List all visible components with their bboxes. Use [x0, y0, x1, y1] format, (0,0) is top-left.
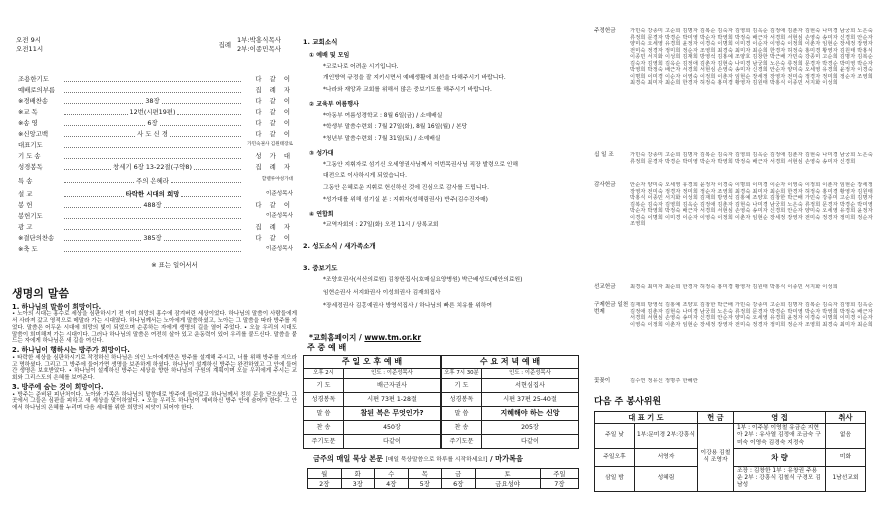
- next-week-table: [594, 411, 866, 491]
- order-label: 설 교: [18, 190, 33, 199]
- sermon-section-body: • 노아의 시대는 홍수로 세상을 심판하시기 전 이미 희망의 홍수에 잠겨버린 세상이었다. 하나님의 말씀이 사람들에게서 사라져 갔고 영적으로 메말라 가는 시대였다. 하나님께서는 노아에게 말씀하셨고, 노아는 그 말씀을 따라 방주를 지었다. 말씀은 어두운 시대에 희망의 빛이 되었으며 순종하는 자에게 생명의 길을 열어 주었다. • 오늘 우리의 시대도 말씀이 희미해져 가는 시대이다. 그러나 하나님의 말씀은 여전히 살아 있고 운동력이 있어 우리를 붙드신다. 말씀을 붙드는 자에게 하나님은 새 길을 여신다.: [12, 311, 297, 345]
- order-row: [18, 140, 293, 151]
- order-leader-dots: [171, 182, 241, 183]
- service-row: [304, 407, 441, 421]
- roster-row: [594, 302, 874, 372]
- order-leader-dots: [160, 125, 241, 126]
- order-row: [18, 222, 293, 233]
- wednesday-evening-service-table: [441, 355, 579, 449]
- order-row: [18, 151, 293, 162]
- roster-label: 주정헌금: [594, 28, 616, 34]
- order-leader: 할렐루야성가대: [261, 177, 293, 183]
- sermon-section-heading: 2. 하나님이 행하시는 방주가 희망이다.: [12, 346, 130, 355]
- weekday-cell: 수: [375, 469, 409, 479]
- order-leader: 집 례 자: [255, 223, 293, 232]
- order-row: [18, 244, 293, 255]
- next-week-meal: 1남선교회: [826, 466, 866, 491]
- order-row: [18, 118, 293, 129]
- next-week-service: 주일 낮: [595, 424, 635, 449]
- order-label: 봉헌기도: [18, 212, 43, 221]
- offering-roster: [594, 28, 874, 394]
- order-leader-dots: [162, 103, 241, 104]
- order-row: [18, 85, 293, 96]
- service-leader: 인도 : 이준성목사: [482, 369, 579, 379]
- sermon-section-body: • 타락한 세상을 심판하시기로 작정하신 하나님은 의인 노아에게만은 방주를 설계해 주시고, 너를 위해 방주를 지으라고 명하셨다. 그리고 그 방주에 들어가면 생명을 보존하게 하셨다. 하나님이 설계하신 방주는 완전하였고 그 안에 들어간 생명은 보호받았다. • 하나님이 설계하신 방주는 세상을 향한 하나님의 구원의 계획이며 오늘 우리에게 주시는 교회와 그리스도의 은혜를 보여준다.: [12, 354, 297, 382]
- news-number: ④: [309, 210, 315, 218]
- service-row: [442, 421, 579, 435]
- weekday-cell: 주일: [540, 469, 578, 479]
- service-row: [304, 379, 441, 393]
- next-week-prayer: 1부:문미경 2부:강흥식: [635, 424, 698, 449]
- next-week-header-row: [595, 412, 866, 424]
- weekday-cell: 월: [308, 469, 342, 479]
- order-leader: 다 같 이: [255, 108, 294, 117]
- news-item: 개인방역 규정을 잘 지키시면서 예배생활에 최선을 다해주시기 바랍니다.: [323, 75, 506, 82]
- order-leader: 이준성목사: [265, 245, 293, 252]
- next-week-vehicle: 조장 : 김창한 1부 : 유창권 주용운 2부 : 강흥식 김철식 구경모 김남성: [733, 466, 825, 491]
- order-row: [18, 189, 293, 200]
- service-part: 성경봉독: [442, 393, 482, 407]
- roster-label: 구제헌금 일천번제: [594, 302, 629, 315]
- weekly-devotion-heading: 금주의 매일 묵상 본문: [313, 454, 383, 464]
- news-subtitle: 교육부 여름행사: [316, 101, 359, 109]
- prayer-item: *조양호권사(서산의료원) 김창한집사(호매실요양병원) 박근배성도(태안의료원): [323, 277, 523, 284]
- service-leaders: [218, 36, 281, 54]
- order-content: 488장: [143, 201, 162, 210]
- order-row: [18, 74, 293, 85]
- service-value: 다같이: [482, 435, 579, 449]
- chapter-cell: 7장: [540, 479, 578, 489]
- roster-names: 가민숙 강종미 고순희 김명자 김복순 김숙자 김영희 김옥순 김정애 김춘자 김현숙 나미경 남궁희 노은숙 류정희 문경자 박경순 박미영 박순자 박영희 박정숙 배근자 서경희 서현심 손영숙 송미자 신경희 안순자 양미숙 오세영 유경희 윤정자 이경숙 이명희 이미경 이순자 이영숙 이정희 이춘자 임현순 장세정 장영자 전미숙 정경자 정미희 정순자 조영희 최경숙 최미자 최순희 한경자 허정숙 홍미경 황영자 김원태 박홍식 이종민 서지화 이성희 김재희 방영석 김홍예 조양호 김창한 박근배 가민숙 강종미 고순희 김명자 김복순 김숙자 김영희 김옥순 김정애 김춘자 김현숙 나미경 남궁희 노은숙 류정희 문경자 박경순 박미영 박순자 박영희 박정숙 배근자 서경희 서현심 손영숙 송미자 신경희 안순자 양미숙 오세영 유경희 윤정자 이경숙 이명희 이미경 이순자 이영숙 이정희 이춘자 임현순 장세정 장영자 전미숙 정경자 정미희 정순자 조영희 최경숙 최미자 최순희 한경자 허정숙 홍미경 황영자 김원태 박홍식 이종민 서지화 이성희: [630, 28, 873, 86]
- next-week-header: 대 표 기 도: [595, 412, 698, 424]
- next-week-header: 영 접: [733, 412, 825, 424]
- service-part: 찬 송: [442, 421, 482, 435]
- sermon-section-body: • 방주는 준비된 피난처이다. 노아와 가족은 하나님의 말씀대로 방주에 들어갔고 하나님께서 친히 문을 닫으셨다. 그곳에서 그들은 심판을 피하고 새 세상을 맞이하였다. • 오늘 우리도 하나님이 예비하신 방주 안에 숨어야 한다. 그 안에서 하나님의 은혜를 누리며 다음 세대를 위한 희망의 씨앗이 되어야 한다.: [12, 391, 297, 412]
- order-leader: 집 례 자: [255, 86, 293, 95]
- chapter-cell: 금요성야: [475, 479, 540, 489]
- roster-label: 선교헌금: [594, 284, 616, 290]
- order-content: 창세기 6장 13-22절(구약8): [113, 163, 192, 172]
- news-subheading: [309, 101, 586, 109]
- news-item: *학생부 말씀수련회 : 7월 27일(화), 8월 16일(월) / 본당: [323, 124, 468, 131]
- order-content: 6장: [147, 119, 158, 128]
- prayer-item: 임현순권사 서지화권사 이성희권사 김재희집사: [323, 290, 441, 297]
- order-leader-dots: [64, 158, 241, 159]
- order-leader-dots: [64, 125, 145, 126]
- order-label: ※결단의찬송: [18, 234, 55, 243]
- order-leader-dots: [64, 92, 241, 93]
- service-time-2: 오전11시: [16, 44, 44, 53]
- order-leader: 이준성목사: [265, 212, 293, 219]
- service-value: 시편 37편 25-40절: [482, 393, 579, 407]
- order-leader-dots: [64, 196, 124, 197]
- next-week-vehicle-header: 차 량: [733, 448, 825, 466]
- next-week-header: 헌 금: [697, 412, 733, 424]
- order-leader-dots: [64, 114, 128, 115]
- order-content: 타락한 시대의 희망: [125, 190, 180, 199]
- news-number: ①: [309, 52, 315, 60]
- order-label: 기 도 송: [18, 152, 41, 161]
- presider-2: 2부:이종민목사: [237, 44, 281, 53]
- news-subheading: [309, 52, 586, 60]
- service-time: 오후 7시 30분: [442, 369, 482, 379]
- order-leader-dots: [194, 169, 241, 170]
- weekly-chapters-row: [308, 479, 579, 489]
- service-title-row: [304, 356, 441, 369]
- chapter-cell: 6장: [442, 479, 476, 489]
- news-number: ③: [309, 150, 315, 157]
- order-content: 사 도 신 경: [137, 130, 168, 139]
- order-label: 성경봉독: [18, 163, 43, 172]
- prayer-item: *장세정권사 김홍예권사 방영석집사 / 하나님의 빠른 치유를 위하여: [323, 302, 492, 309]
- news-item: 대전으로 이사하시게 되었습니다.: [323, 173, 407, 180]
- news-number: ②: [309, 101, 315, 109]
- roster-names: 가민숙 강종미 고순희 김명자 김복순 김숙자 김영희 김옥순 김정애 김춘자 김현숙 나미경 남궁희 노은숙 류정희 문경자 박경순 박미영 박순자 박영희 박정숙 배근자 서경희 서현심 손영숙 송미자 신경희: [630, 152, 873, 165]
- next-week-service: 삼일 밤: [595, 466, 635, 491]
- service-row: [442, 379, 579, 393]
- news-item: *코로나로 어려운 시기입니다.: [323, 63, 399, 70]
- order-row: [18, 162, 293, 173]
- order-leader-dots: [64, 251, 241, 252]
- order-note: ※ 표는 일어서서: [151, 260, 198, 269]
- sunday-afternoon-service-table: [303, 355, 441, 449]
- order-leader-dots: [64, 169, 111, 170]
- presider-1: 1부:박홍식목사: [237, 36, 281, 44]
- weekday-services: [303, 355, 586, 449]
- presider-label: 집례: [218, 40, 231, 49]
- news-subtitle: 성가대: [316, 150, 334, 157]
- weekly-days-row: [308, 469, 579, 479]
- next-week-prayer: 성혜림: [635, 466, 698, 491]
- order-label: ※축 도: [18, 245, 38, 254]
- service-part: 말 씀: [304, 407, 344, 421]
- service-part: 성경봉독: [304, 393, 344, 407]
- order-leader: 다 같 이: [255, 130, 294, 139]
- service-part: 말 씀: [442, 407, 482, 421]
- news-item: *청년부 말씀수련회 : 7월 31일(토) / 소예배실: [323, 136, 441, 143]
- news-subheading: [309, 150, 586, 158]
- roster-row: [594, 378, 874, 388]
- sermon-section-heading: 3. 방주에 숨는 것이 희망이다.: [12, 383, 104, 392]
- next-week-offering: 이강용 김철식 조영자: [697, 424, 733, 491]
- order-row: [18, 211, 293, 222]
- order-row: [18, 96, 293, 107]
- order-leader-dots: [64, 136, 135, 137]
- order-leader-dots: [177, 114, 241, 115]
- service-time: 오후 2시: [304, 369, 344, 379]
- order-leader-dots: [64, 207, 141, 208]
- prayer-title: 3. 중보기도: [303, 264, 338, 273]
- order-content: 385장: [143, 234, 162, 243]
- sermon-summary: [12, 287, 297, 412]
- prayer-list: [303, 277, 586, 310]
- weekday-cell: 금: [442, 469, 476, 479]
- service-value: 205장: [482, 421, 579, 435]
- service-title: 주 일 오 후 예 배: [304, 356, 441, 369]
- order-leader-dots: [164, 207, 241, 208]
- service-leader: 인도 : 이준성목사: [344, 369, 441, 379]
- service-part: 주기도문: [442, 435, 482, 449]
- presiders: [237, 36, 281, 54]
- next-week-meal: 미화: [826, 448, 866, 466]
- next-week-volunteers: [594, 397, 874, 492]
- sermon-sections: [12, 303, 297, 412]
- order-leader: 성 가 대: [255, 152, 293, 161]
- weekday-cell: 토: [475, 469, 540, 479]
- order-leader-dots: [64, 81, 241, 82]
- service-value: 지혜해야 하는 신앙: [482, 407, 579, 421]
- chapter-cell: 5장: [408, 479, 442, 489]
- order-label: 조용한기도: [18, 75, 49, 84]
- next-week-prayer: 서영자: [635, 448, 698, 466]
- service-value: 450장: [344, 421, 441, 435]
- order-leader: 다 같 이: [255, 119, 293, 128]
- roster-names: 김재희 방영석 김홍예 조양호 김창한 박근배 가민숙 강종미 고순희 김명자 김복순 김숙자 김영희 김옥순 김정애 김춘자 김현숙 나미경 남궁희 노은숙 류정희 문경자 박경순 박미영 박순자 박영희 박정숙 배근자 서경희 서현심 손영숙 송미자 신경희 안순자 양미숙 오세영 유경희 윤정자 이경숙 이명희 이미경 이순자 이영숙 이정희 이춘자 임현순 장세정 장영자 전미숙 정경자 정미희 정순자 조영희 최경숙 최미자 최순희: [630, 302, 873, 328]
- weekday-cell: 화: [341, 469, 375, 479]
- order-label: 대표기도: [18, 141, 43, 150]
- order-content: 38장: [145, 97, 160, 106]
- service-title-row: [442, 356, 579, 369]
- order-row: [18, 129, 293, 140]
- order-label: ※교 독: [18, 108, 38, 117]
- next-week-service: 주일오후: [595, 448, 635, 466]
- worship-order-list: [18, 74, 293, 255]
- order-leader-dots: [64, 229, 241, 230]
- homepage-label: *교회홈페이지 /: [309, 332, 365, 342]
- order-row: [18, 200, 293, 211]
- service-row: [304, 421, 441, 435]
- order-leader-dots: [64, 182, 134, 183]
- service-times-header: [12, 36, 297, 54]
- church-news-title: 1. 교회소식: [303, 38, 338, 46]
- roster-label: 십 일 조: [594, 152, 614, 158]
- news-item: *아동부 여름성경학교 : 8월 6일(금) / 소예배실: [323, 112, 443, 119]
- roster-names: 최경숙 최미자 최순희 한경자 허정숙 홍미경 황영자 김원태 박홍식 이종민 서지화 이성희: [630, 284, 838, 290]
- news-subtitle: 예배 및 모임: [316, 52, 350, 60]
- roster-names: 안순자 양미숙 오세영 유경희 윤정자 이경숙 이명희 이미경 이순자 이영숙 이정희 이춘자 임현순 장세정 장영자 전미숙 정경자 정미희 정순자 조영희 최경숙 최미자 최순희 한경자 허정숙 홍미경 황영자 김원태 박홍식 이종민 서지화 이성희 김재희 방영석 김홍예 조양호 김창한 박근배 가민숙 강종미 고순희 김명자 김복순 김숙자 김영희 김옥순 김정애 김춘자 김현숙 나미경 남궁희 노은숙 류정희 문경자 박경순 박미영 박순자 박영희 박정숙 배근자 서경희 서현심 손영숙 송미자 신경희 안순자 양미숙 오세영 유경희 윤정자 이경숙 이명희 이미경 이순자 이영숙 이정희 이춘자 임현순 장세정 장영자 전미숙 정경자 정미희 정순자 조영희: [630, 182, 873, 227]
- church-news-list: [303, 52, 586, 230]
- order-label: 예배로의부름: [18, 86, 56, 95]
- order-leader-dots: [64, 103, 143, 104]
- sermon-section-heading: 1. 하나님의 말씀이 희망이다.: [12, 302, 102, 311]
- news-item: *나라와 재앙과 교회를 위해서 많은 중보기도를 해주시기 바랍니다.: [323, 87, 492, 94]
- order-leader: 다 같 이: [255, 75, 293, 84]
- service-title: 수 요 저 녁 예 배: [442, 356, 579, 369]
- weekday-cell: 목: [408, 469, 442, 479]
- service-time-1: 오전 9시: [16, 36, 42, 44]
- news-item: *그동안 지휘자로 섬기신 오세영권사님께서 이번목권사님 직장 발령으로 인해: [323, 161, 518, 168]
- weekly-devotion-table: [307, 468, 579, 489]
- bulletin-column-news: [303, 0, 586, 529]
- roster-row: [594, 284, 874, 296]
- order-label: ※신앙고백: [18, 130, 49, 139]
- next-week-meal: 없음: [826, 424, 866, 449]
- service-part: 찬 송: [304, 421, 344, 435]
- order-leader-dots: [64, 218, 241, 219]
- chapter-cell: 4장: [375, 479, 409, 489]
- service-meta-row: [442, 369, 579, 379]
- homepage-link[interactable]: www.tm.or.kr: [364, 332, 422, 342]
- order-label: 광 고: [18, 223, 33, 232]
- order-label: ※송 영: [18, 119, 38, 128]
- chapter-cell: 3장: [341, 479, 375, 489]
- order-leader: 가민숙권사 김원태장로: [247, 141, 293, 147]
- order-leader: 다 같 이: [255, 234, 293, 243]
- service-part: 기 도: [442, 379, 482, 393]
- chapter-cell: 2장: [308, 479, 342, 489]
- service-row: [442, 407, 579, 421]
- order-leader-dots: [64, 147, 241, 148]
- next-week-title: 다음 주 봉사위원: [594, 397, 662, 407]
- service-part: 주기도문: [304, 435, 344, 449]
- order-leader-dots: [181, 196, 241, 197]
- order-row: [18, 173, 293, 189]
- roster-row: [594, 152, 874, 176]
- news-subheading: [309, 211, 586, 219]
- order-label: ※경배찬송: [18, 97, 49, 106]
- news-item: 그동안 은혜로운 지휘로 헌신하신 것에 진심으로 감사를 드립니다.: [323, 185, 489, 192]
- sermon-summary-title: 생명의 말씀: [12, 287, 69, 300]
- service-times: [16, 36, 43, 54]
- order-leader: 다 같 이: [255, 201, 293, 210]
- member-news-title: 2. 성도소식 / 새가족소개: [303, 242, 376, 251]
- order-content: 12번(시편19편): [129, 108, 176, 117]
- service-row: [304, 435, 441, 449]
- service-value: 다같이: [344, 435, 441, 449]
- service-value: 서현심집사: [482, 379, 579, 393]
- bulletin-column-offerings: [594, 0, 874, 529]
- service-value: 배근자권사: [344, 379, 441, 393]
- weekday-services-title: 주 중 예 배: [307, 343, 347, 353]
- order-leader: 이준성목사: [265, 190, 293, 197]
- roster-names: 김수연 정유신 정명주 한혜란: [630, 378, 699, 384]
- next-week-header: 취사: [826, 412, 866, 424]
- news-item: *교역자회의 : 27일(화) 오전 11시 / 상록교회: [323, 222, 439, 229]
- homepage-line: [309, 333, 586, 342]
- order-label: 특 송: [18, 176, 33, 185]
- roster-row: [594, 182, 874, 278]
- order-label: 봉 헌: [18, 201, 33, 210]
- order-leader-dots: [164, 240, 241, 241]
- service-row: [442, 435, 579, 449]
- news-subtitle: 연합회: [316, 210, 334, 218]
- order-leader: 집 례 자: [255, 163, 293, 172]
- bulletin-column-worship-order: [12, 0, 297, 529]
- service-value: 시편 73편 1-28절: [344, 393, 441, 407]
- weekly-devotion-note: [매일 묵상말씀으로 하루를 시작하세요!]: [385, 457, 488, 464]
- order-content: 주의 은혜라: [136, 176, 169, 185]
- order-row: [18, 233, 293, 244]
- next-week-greeting: 1부 : 이주봉 이영철 유금순 지현아 2부 : 유사열 김정애 조금숙 구미숙 이영숙 김경숙 지정숙: [733, 424, 825, 449]
- news-item: *성가대를 위해 섬기실 분 : 지휘자(성해림권사) 반주(김수진자매): [323, 196, 488, 203]
- roster-row: [594, 28, 874, 146]
- order-leader-dots: [170, 136, 241, 137]
- service-row: [442, 393, 579, 407]
- service-row: [304, 393, 441, 407]
- order-leader-dots: [64, 240, 141, 241]
- weekly-devotion-book: / 마가복음: [490, 454, 523, 464]
- service-part: 기 도: [304, 379, 344, 393]
- next-week-row: [595, 424, 866, 449]
- service-value: 참된 복은 무엇인가?: [344, 407, 441, 421]
- roster-label: 꽃꽂이: [594, 378, 611, 384]
- order-leader: 다 같 이: [255, 97, 293, 106]
- weekly-devotion-title: [313, 454, 586, 464]
- roster-label: 감사헌금: [594, 182, 616, 188]
- service-meta-row: [304, 369, 441, 379]
- order-row: [18, 107, 293, 118]
